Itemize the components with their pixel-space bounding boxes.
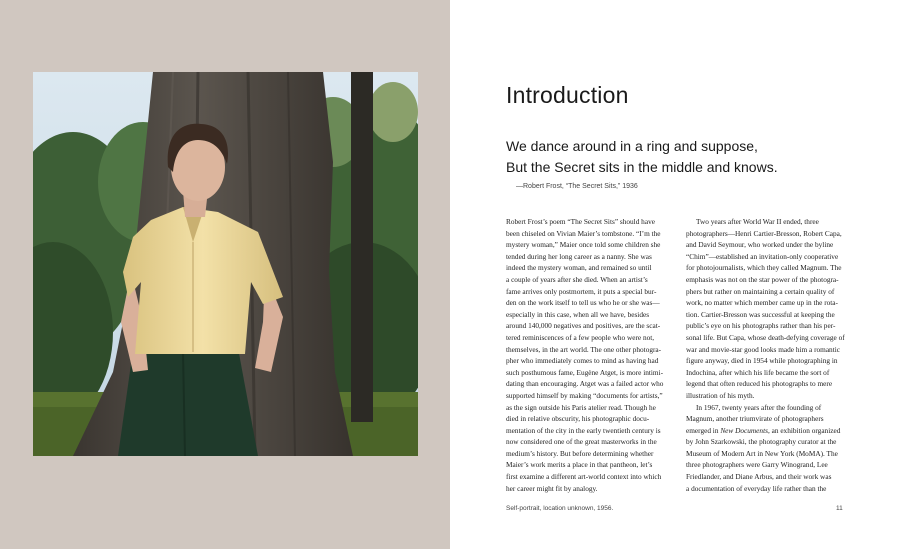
body-line: tered reminiscences of a few people who were not, [506, 332, 655, 342]
body-line: Indochina, after which his life became the sort of [686, 367, 830, 377]
body-line: her career might fit by analogy. [506, 483, 598, 493]
body-line: figure anyway, died in 1954 while photographing in [686, 356, 838, 366]
paragraph [686, 402, 846, 495]
body-line: tended during her long career as a nanny. She was [506, 251, 652, 261]
body-text: emerged in [686, 425, 721, 435]
exhibition-title: New Documents [720, 425, 768, 435]
body-line [686, 425, 846, 437]
body-line: pher who immediately comes to mind as having had [506, 356, 659, 366]
self-portrait-photo [33, 72, 418, 456]
body-line: mystery woman,” Maier once told some children she [506, 240, 661, 250]
chapter-title: Introduction [506, 82, 629, 108]
body-line: and David Seymour, who worked under the byline [686, 240, 834, 250]
body-line: Robert Frost’s poem “The Secret Sits” should have [506, 217, 655, 226]
body-line: especially in this case, when all we have, besides [506, 309, 650, 319]
body-line: died in relative obscurity, his photographic docu- [506, 414, 650, 424]
right-page [450, 0, 900, 549]
body-line: indeed the mystery woman, and remained so until [506, 263, 652, 273]
body-line: Two years after World War II ended, three [696, 217, 819, 226]
body-line: illustration of his myth. [686, 390, 755, 400]
body-text: , an exhibition organized [767, 425, 841, 435]
body-line: legend that often reduced his photographs to mere [686, 379, 833, 389]
page-number: 11 [836, 505, 843, 512]
body-line: Museum of Modern Art in New York (MoMA). The [686, 448, 838, 458]
body-line: first examine a different art-world context into which [506, 472, 662, 482]
photo-caption: Self-portrait, location unknown, 1956. [506, 505, 614, 512]
epigraph-line: We dance around in a ring and suppose, [506, 138, 758, 154]
body-line: photographers—Henri Cartier-Bresson, Robert Capa, [686, 228, 842, 238]
body-line: public’s eye on his photographs rather than his per- [686, 321, 836, 331]
body-line: emphasis was not on the star power of the photogra- [686, 274, 839, 284]
body-line: dating than encouraging. Atget was a failed actor who [506, 379, 664, 389]
body-line: den on the work itself to tell us who he or she was— [506, 298, 660, 308]
paragraph-rest [686, 436, 846, 494]
body-line: by John Szarkowski, the photography curator at the [686, 437, 837, 447]
body-line: war and movie-star good looks made him a romantic [686, 344, 841, 354]
body-line: Magnum, another triumvirate of photographers [686, 414, 824, 424]
body-line: tion. Cartier-Bresson was successful at keeping the [686, 309, 835, 319]
body-line: for photojournalists, which they called Magnum. The [686, 263, 842, 273]
epigraph-line: But the Secret sits in the middle and knows. [506, 159, 778, 175]
paragraph [686, 216, 846, 402]
body-line: been chiseled on Vivian Maier’s tombstone. “I’m the [506, 228, 661, 238]
body-line: phers but rather on maintaining a certain quality of [686, 286, 835, 296]
body-line: Maier’s work merits a place in that pantheon, let’s [506, 460, 653, 470]
body-line: such posthumous fame, Eugène Atget, is more intimi- [506, 367, 664, 377]
body-column-left [506, 216, 666, 494]
body-line: around 140,000 negatives and positives, are the scat- [506, 321, 661, 331]
body-line: mentation of the city in the early twentieth century is [506, 425, 661, 435]
body-line: themselves, in the art world. The one other photogra- [506, 344, 662, 354]
epigraph-attribution: —Robert Frost, “The Secret Sits,” 1936 [516, 183, 638, 190]
body-line: In 1967, twenty years after the founding of [696, 402, 822, 412]
body-line: supported himself by making “documents for artists,” [506, 390, 663, 400]
body-line: Friedlander, and Diane Arbus, and their work was [686, 472, 832, 482]
body-line: a documentation of everyday life rather than the [686, 483, 827, 493]
body-line: sonal life. But Capa, whose death-defying coverage of [686, 332, 845, 342]
body-column-right [686, 216, 846, 494]
body-line: “Chim”—established an invitation-only cooperative [686, 251, 839, 261]
body-line: fame arrives only postmortem, it puts a special bur- [506, 286, 657, 296]
body-line: now considered one of the great masterworks in the [506, 437, 657, 447]
body-line: three photographers were Garry Winogrand, Lee [686, 460, 828, 470]
body-line: as the sign outside his Paris atelier read. Though he [506, 402, 656, 412]
body-line: medium’s history. But before determining whether [506, 448, 654, 458]
epigraph [506, 136, 876, 178]
body-line: a couple of years after she died. When an artist’s [506, 274, 648, 284]
body-line: work, no matter which member came up in the rota- [686, 298, 838, 308]
